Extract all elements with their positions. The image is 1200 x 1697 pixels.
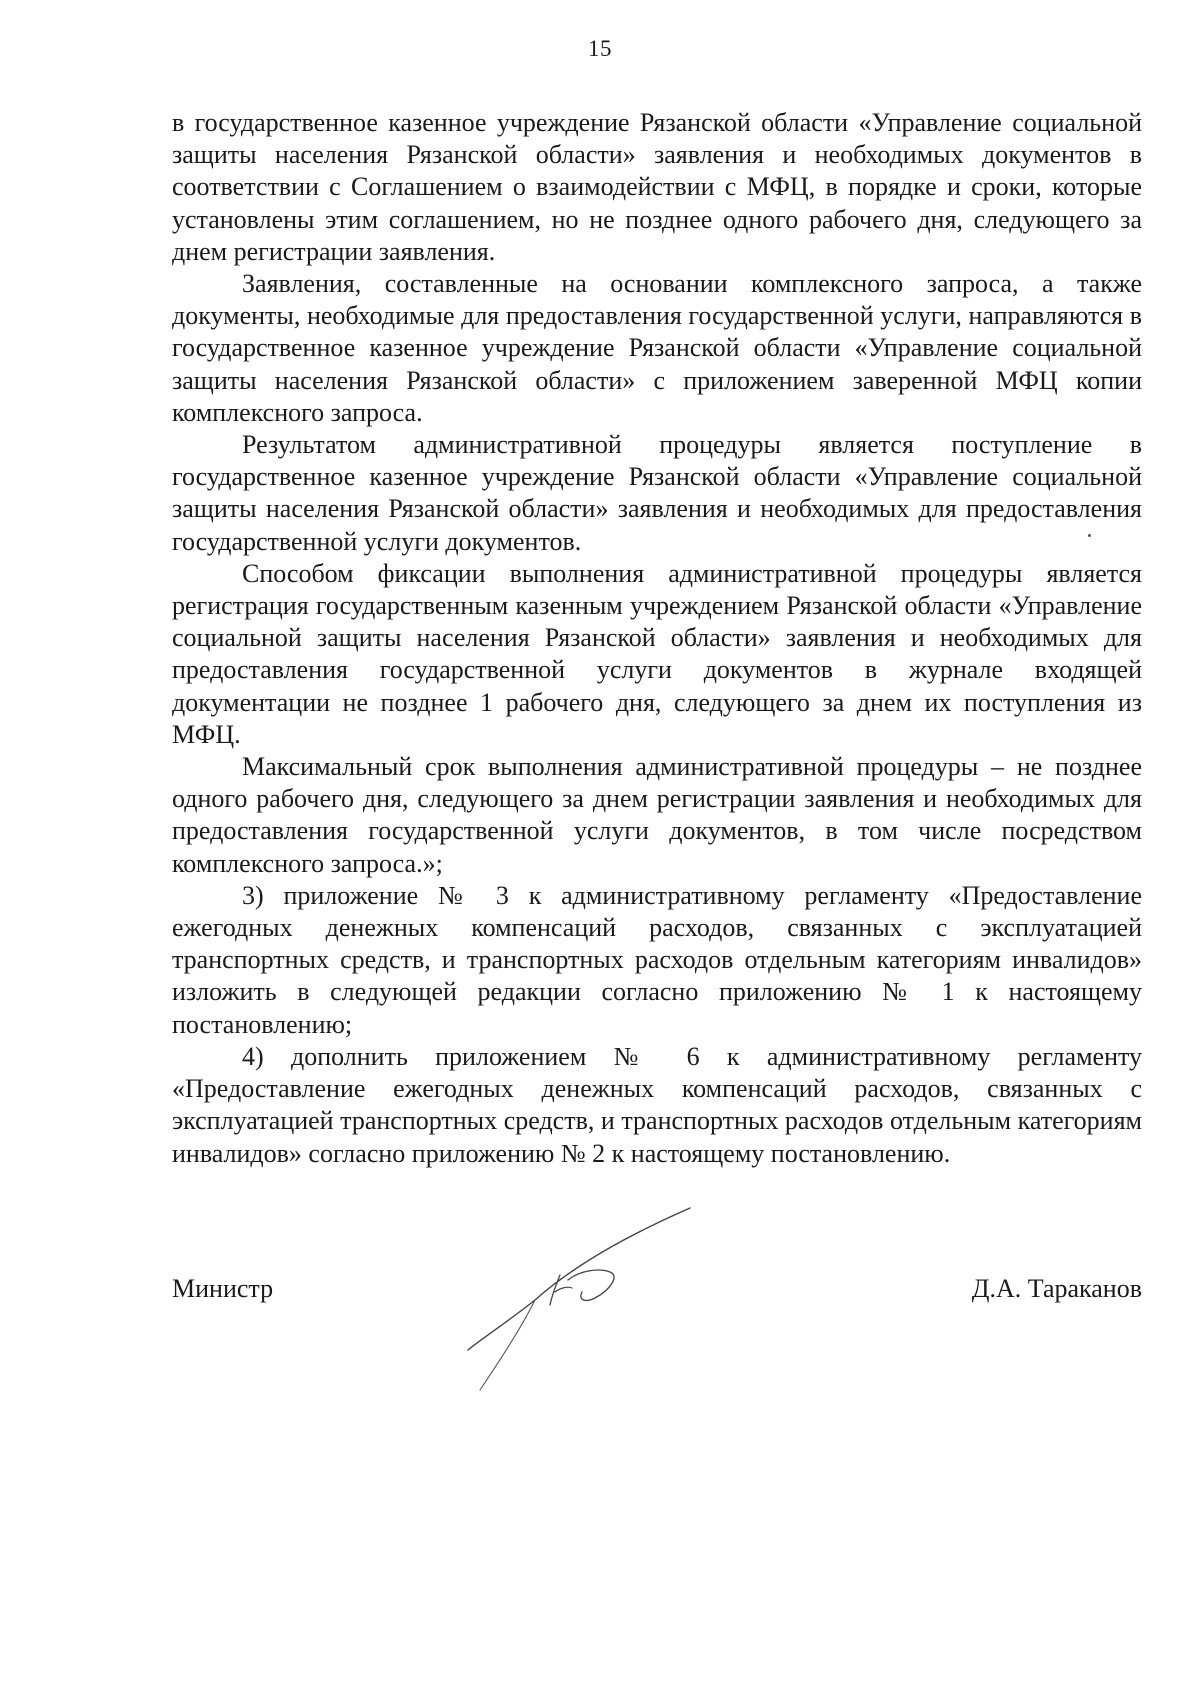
page-number: 15 [588, 36, 612, 61]
scan-speck [1088, 534, 1091, 537]
paragraph-fixation-method: Способом фиксации выполнения административной процедуры является регистрация государственным казенным учреждением Рязанской области «Управление социальной защиты населения Рязанской области» заявления и необходимых для предоставления государственной услуги документов в журнале входящей документации не позднее 1 рабочего дня, следующего за днем их поступления из МФЦ. [172, 558, 1142, 749]
signatory-name: Д.А. Тараканов [971, 1274, 1142, 1303]
paragraph-max-term: Максимальный срок выполнения административной процедуры – не позднее одного рабочего дня, следующего за днем регистрации заявления и необходимых для предоставления государственной услуги документов, в том числе посредством комплексного запроса.»; [172, 752, 1142, 878]
paragraph-result: Результатом административной процедуры является поступление в государственное казенное учреждение Рязанской области «Управление социальной защиты населения Рязанской области» заявления и необходимых для предоставления государственной услуги документов. [172, 430, 1142, 556]
document-body [172, 107, 1142, 1170]
signature-block [172, 1274, 1142, 1314]
paragraph-complex-request: Заявления, составленные на основании комплексного запроса, а также документы, необходимые для предоставления государственной услуги, направляются в государственное казенное учреждение Рязанской области «Управление социальной защиты населения Рязанской области» с приложением заверенной МФЦ копии комплексного запроса. [172, 269, 1142, 427]
paragraph-item-4: 4) дополнить приложением № 6 к административному регламенту «Предоставление ежегодных денежных компенсаций расходов, связанных с эксплуатацией транспортных средств, и транспортных расходов отдельным категориям инвалидов» согласно приложению № 2 к настоящему постановлению. [172, 1041, 1142, 1168]
paragraph-continuation: в государственное казенное учреждение Рязанской области «Управление социальной защиты населения Рязанской области» заявления и необходимых документов в соответствии с Соглашением о взаимодействии с МФЦ, в порядке и сроки, которые установлены этим соглашением, но не позднее одного рабочего дня, следующего за днем регистрации заявления. [172, 108, 1142, 266]
paragraph-item-3: 3) приложение № 3 к административному регламенту «Предоставление ежегодных денежных компенсаций расходов, связанных с эксплуатацией транспортных средств, и транспортных расходов отдельным категориям инвалидов» изложить в следующей редакции согласно приложению № 1 к настоящему постановлению; [172, 880, 1142, 1039]
signatory-title: Министр [172, 1274, 274, 1303]
